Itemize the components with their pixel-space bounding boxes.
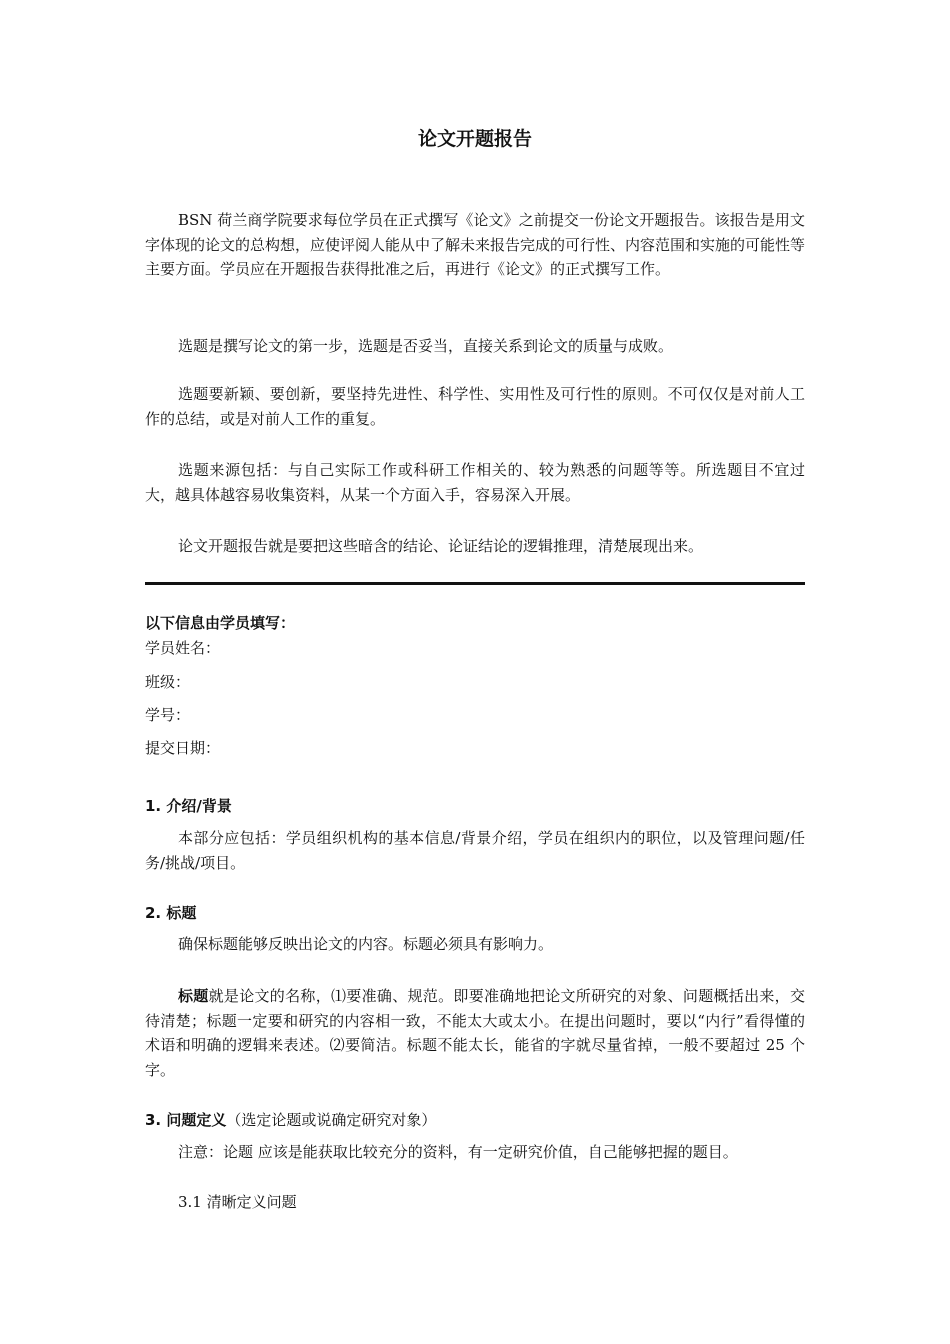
title-detail-paragraph	[145, 984, 805, 1082]
section-intro-text: 本部分应包括：学员组织机构的基本信息/背景介绍，学员在组织内的职位，以及管理问题/任务/挑战/项目。	[145, 829, 805, 872]
intro-paragraph: BSN 荷兰商学院要求每位学员在正式撰写《论文》之前提交一份论文开题报告。该报告是用文字体现的论文的总构想，应使评阅人能从中了解未来报告完成的可行性、内容范围和实施的可能性等主要方面。学员应在开题报告获得批准之后，再进行《论文》的正式撰写工作。	[145, 211, 806, 278]
document-title: 论文开题报告	[417, 128, 532, 150]
problem-note-text: 注意：论题 应该是能获取比较充分的资料，有一定研究价值，自己能够把握的题目。	[178, 1143, 738, 1161]
title-term: 标题	[178, 987, 209, 1005]
field-student-name: 学员姓名：	[145, 639, 221, 657]
problem-heading-label: 3. 问题定义	[145, 1111, 227, 1129]
intro-paragraph: 论文开题报告就是要把这些暗含的结论、论证结论的逻辑推理，清楚展现出来。	[178, 537, 704, 555]
title-detail-text: 就是论文的名称，⑴要准确、规范。即要准确地把论文所研究的对象、问题概括出来，交待清楚；标题一定要和研究的内容相一致，不能太大或太小。在提出问题时，要以“内行”看得懂的术语和明确的逻辑来表述。⑵要简洁。标题不能太长，能省的字就尽量省掉，一般不要超过 25 个字。	[145, 987, 805, 1079]
section-heading-problem	[145, 1110, 436, 1130]
intro-paragraph: 选题是撰写论文的第一步，选题是否妥当，直接关系到论文的质量与成败。	[178, 337, 674, 355]
intro-paragraph: 选题要新颖、要创新，要坚持先进性、科学性、实用性及可行性的原则。不可仅仅是对前人工作的总结，或是对前人工作的重复。	[145, 385, 805, 428]
field-submission-date: 提交日期：	[145, 739, 221, 757]
problem-heading-note: （选定论题或说确定研究对象）	[226, 1111, 437, 1129]
student-info-heading: 以下信息由学员填写：	[145, 614, 296, 632]
intro-paragraph: 选题来源包括：与自己实际工作或科研工作相关的、较为熟悉的问题等等。所选题目不宜过大，越具体越容易收集资料，从某一个方面入手，容易深入开展。	[145, 461, 805, 504]
field-class: 班级：	[145, 673, 191, 691]
field-student-id: 学号：	[145, 706, 191, 724]
section-divider	[145, 582, 805, 585]
subsection-3-1: 3.1 清晰定义问题	[178, 1193, 297, 1211]
section-heading-title: 2. 标题	[145, 904, 197, 922]
section-title-text: 确保标题能够反映出论文的内容。标题必须具有影响力。	[178, 935, 554, 953]
section-heading-intro: 1. 介绍/背景	[145, 797, 232, 815]
